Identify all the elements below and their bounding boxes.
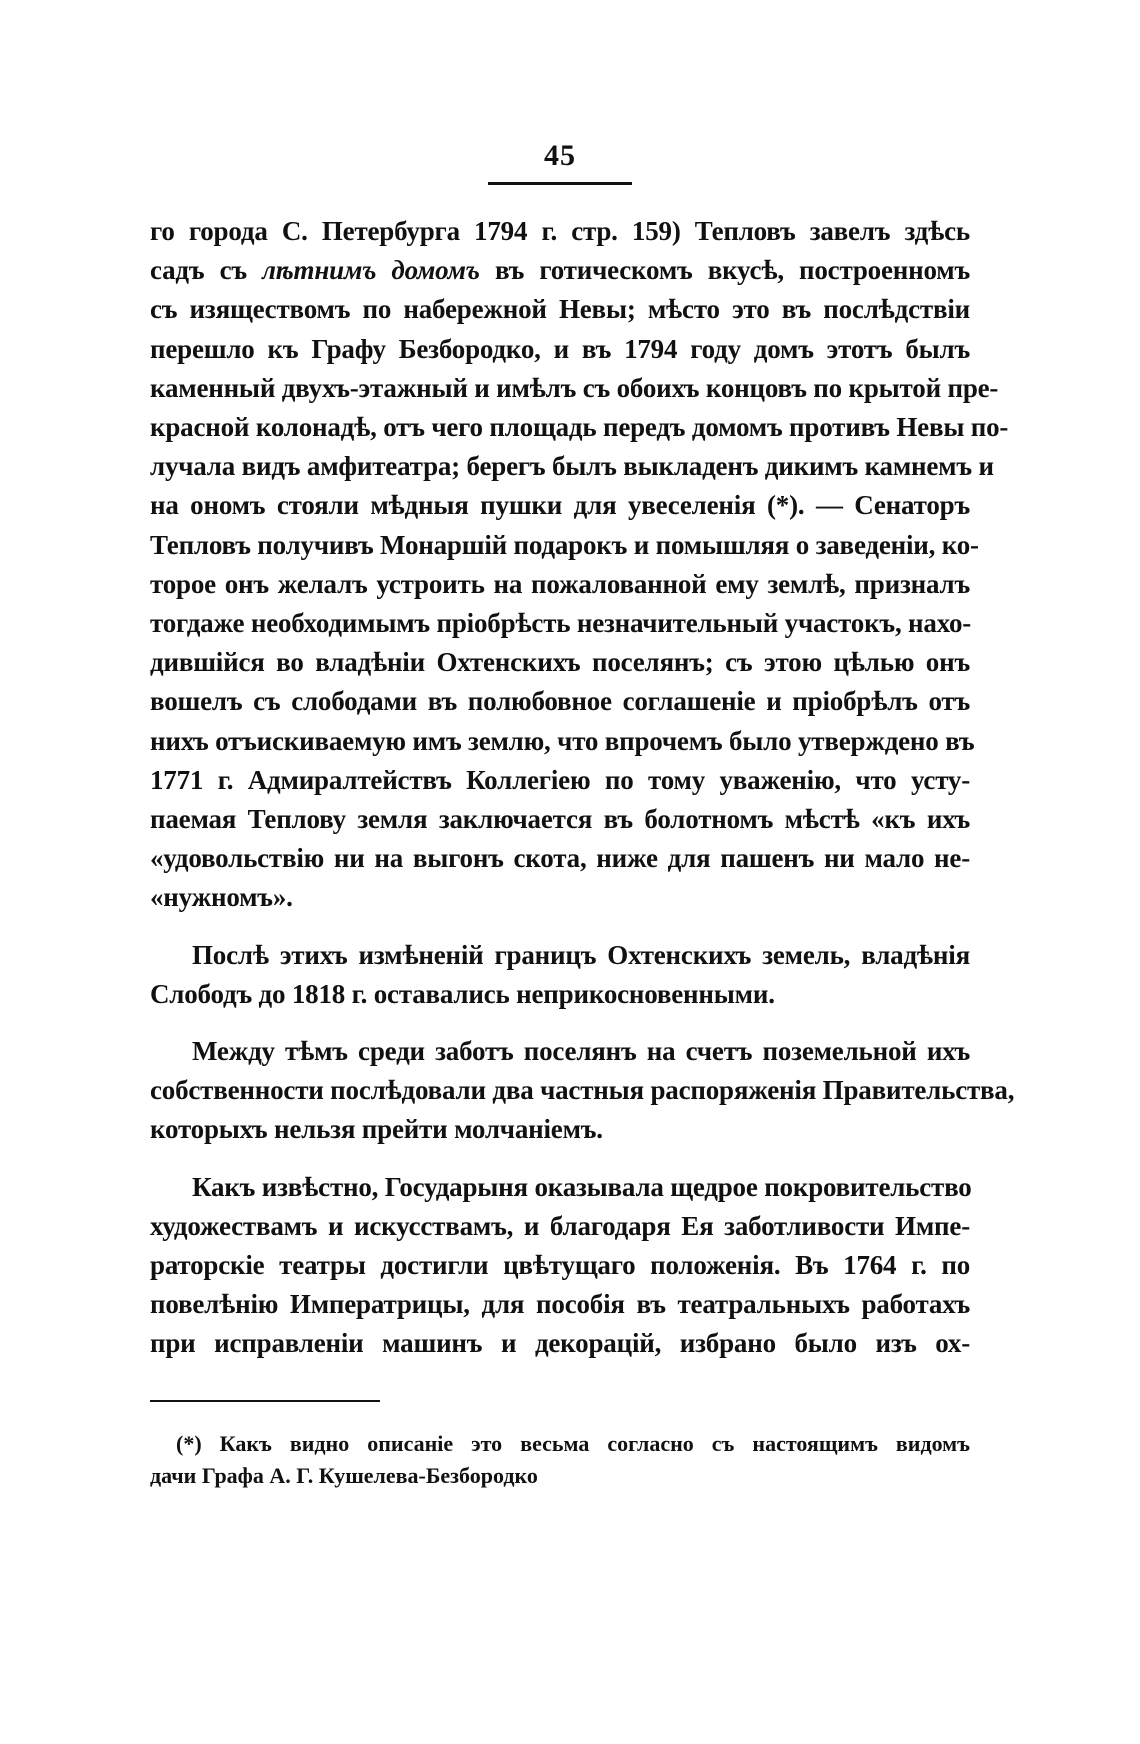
- text-line: собственности послѣдовали два частныя распоряженія Правительства,: [150, 1075, 1015, 1106]
- footnote-line: дачи Графа А. Г. Кушелева-Безбородко: [150, 1463, 538, 1488]
- text-line: на ономъ стояли мѣдныя пушки для увеселенія (*). — Сенаторъ: [150, 490, 970, 521]
- footnote: [150, 1428, 970, 1492]
- text-line: Какъ извѣстно, Государыня оказывала щедрое покровительство: [192, 1171, 972, 1202]
- italic-phrase: лѣтнимъ домомъ: [262, 255, 480, 286]
- text-line: вошелъ съ слободами въ полюбовное соглашеніе и пріобрѣлъ отъ: [150, 686, 970, 717]
- footnote-line: (*) Какъ видно описаніе это весьма согласно съ настоящимъ видомъ: [176, 1431, 970, 1456]
- text-line: тогдаже необходимымъ пріобрѣсть незначительный участокъ, нахо-: [150, 608, 972, 639]
- text-line: «нужномъ».: [150, 882, 293, 913]
- paragraph-3: [150, 1032, 1015, 1150]
- text-line: каменный двухъ-этажный и имѣлъ съ обоихъ концовъ по крытой пре-: [150, 372, 999, 403]
- text-line: раторскіе театры достигли цвѣтущаго положенія. Въ 1764 г. по: [150, 1250, 970, 1281]
- text-line: дившійся во владѣніи Охтенскихъ поселянъ; съ этою цѣлью онъ: [150, 647, 970, 678]
- text-line: повелѣнію Императрицы, для пособія въ театральныхъ работахъ: [150, 1289, 970, 1320]
- text-line: «удовольствію ни на выгонъ скота, ниже для пашенъ ни мало не-: [150, 843, 970, 874]
- text-line: художествамъ и искусствамъ, и благодаря Ея заботливости Импе-: [150, 1210, 970, 1241]
- text-line: садъ съ лѣтнимъ домомъ въ готическомъ вкусѣ, построенномъ: [150, 255, 970, 286]
- paragraph-1: [150, 212, 1009, 918]
- text-line: которыхъ нельзя прейти молчаніемъ.: [150, 1114, 603, 1145]
- page-number-rule: [488, 182, 632, 185]
- text-line: Тепловъ получивъ Монаршій подарокъ и помышляя о заведеніи, ко-: [150, 529, 979, 560]
- text-line: Слободъ до 1818 г. оставались неприкосновенными.: [150, 978, 775, 1009]
- text-line: съ изяществомъ по набережной Невы; мѣсто это въ послѣдствіи: [150, 294, 970, 325]
- text-line: 1771 г. Адмиралтействъ Коллегіею по тому уваженію, что усту-: [150, 764, 970, 795]
- text-line: нихъ отъискиваемую имъ землю, что впрочемъ было утверждено въ: [150, 725, 975, 756]
- text-line: при исправленіи машинъ и декорацій, избрано было изъ ох-: [150, 1328, 970, 1359]
- text-line: перешло къ Графу Безбородко, и въ 1794 году домъ этотъ былъ: [150, 333, 970, 364]
- page-number-container: [490, 138, 630, 174]
- text-line: красной колонадѣ, отъ чего площадь передъ домомъ противъ Невы по-: [150, 412, 1009, 443]
- text-line: лучала видъ амфитеатра; берегъ былъ выкладенъ дикимъ камнемъ и: [150, 451, 994, 482]
- footnote-rule: [150, 1400, 380, 1402]
- text-line: Между тѣмъ среди заботъ поселянъ на счетъ поземельной ихъ: [192, 1036, 970, 1067]
- text-line: Послѣ этихъ измѣненій границъ Охтенскихъ земель, владѣнія: [192, 939, 970, 970]
- paragraph-4: [150, 1168, 970, 1364]
- text-line: паемая Теплову земля заключается въ болотномъ мѣстѣ «къ ихъ: [150, 804, 970, 835]
- text-line-italic-phrase: [150, 251, 970, 290]
- page-number: 45: [544, 139, 576, 172]
- text-line: торое онъ желалъ устроить на пожалованной ему землѣ, призналъ: [150, 568, 970, 599]
- paragraph-2: [150, 936, 970, 1014]
- text-line: го города С. Петербурга 1794 г. стр. 159) Тепловъ завелъ здѣсь: [150, 216, 970, 246]
- body-text: [150, 212, 1015, 1382]
